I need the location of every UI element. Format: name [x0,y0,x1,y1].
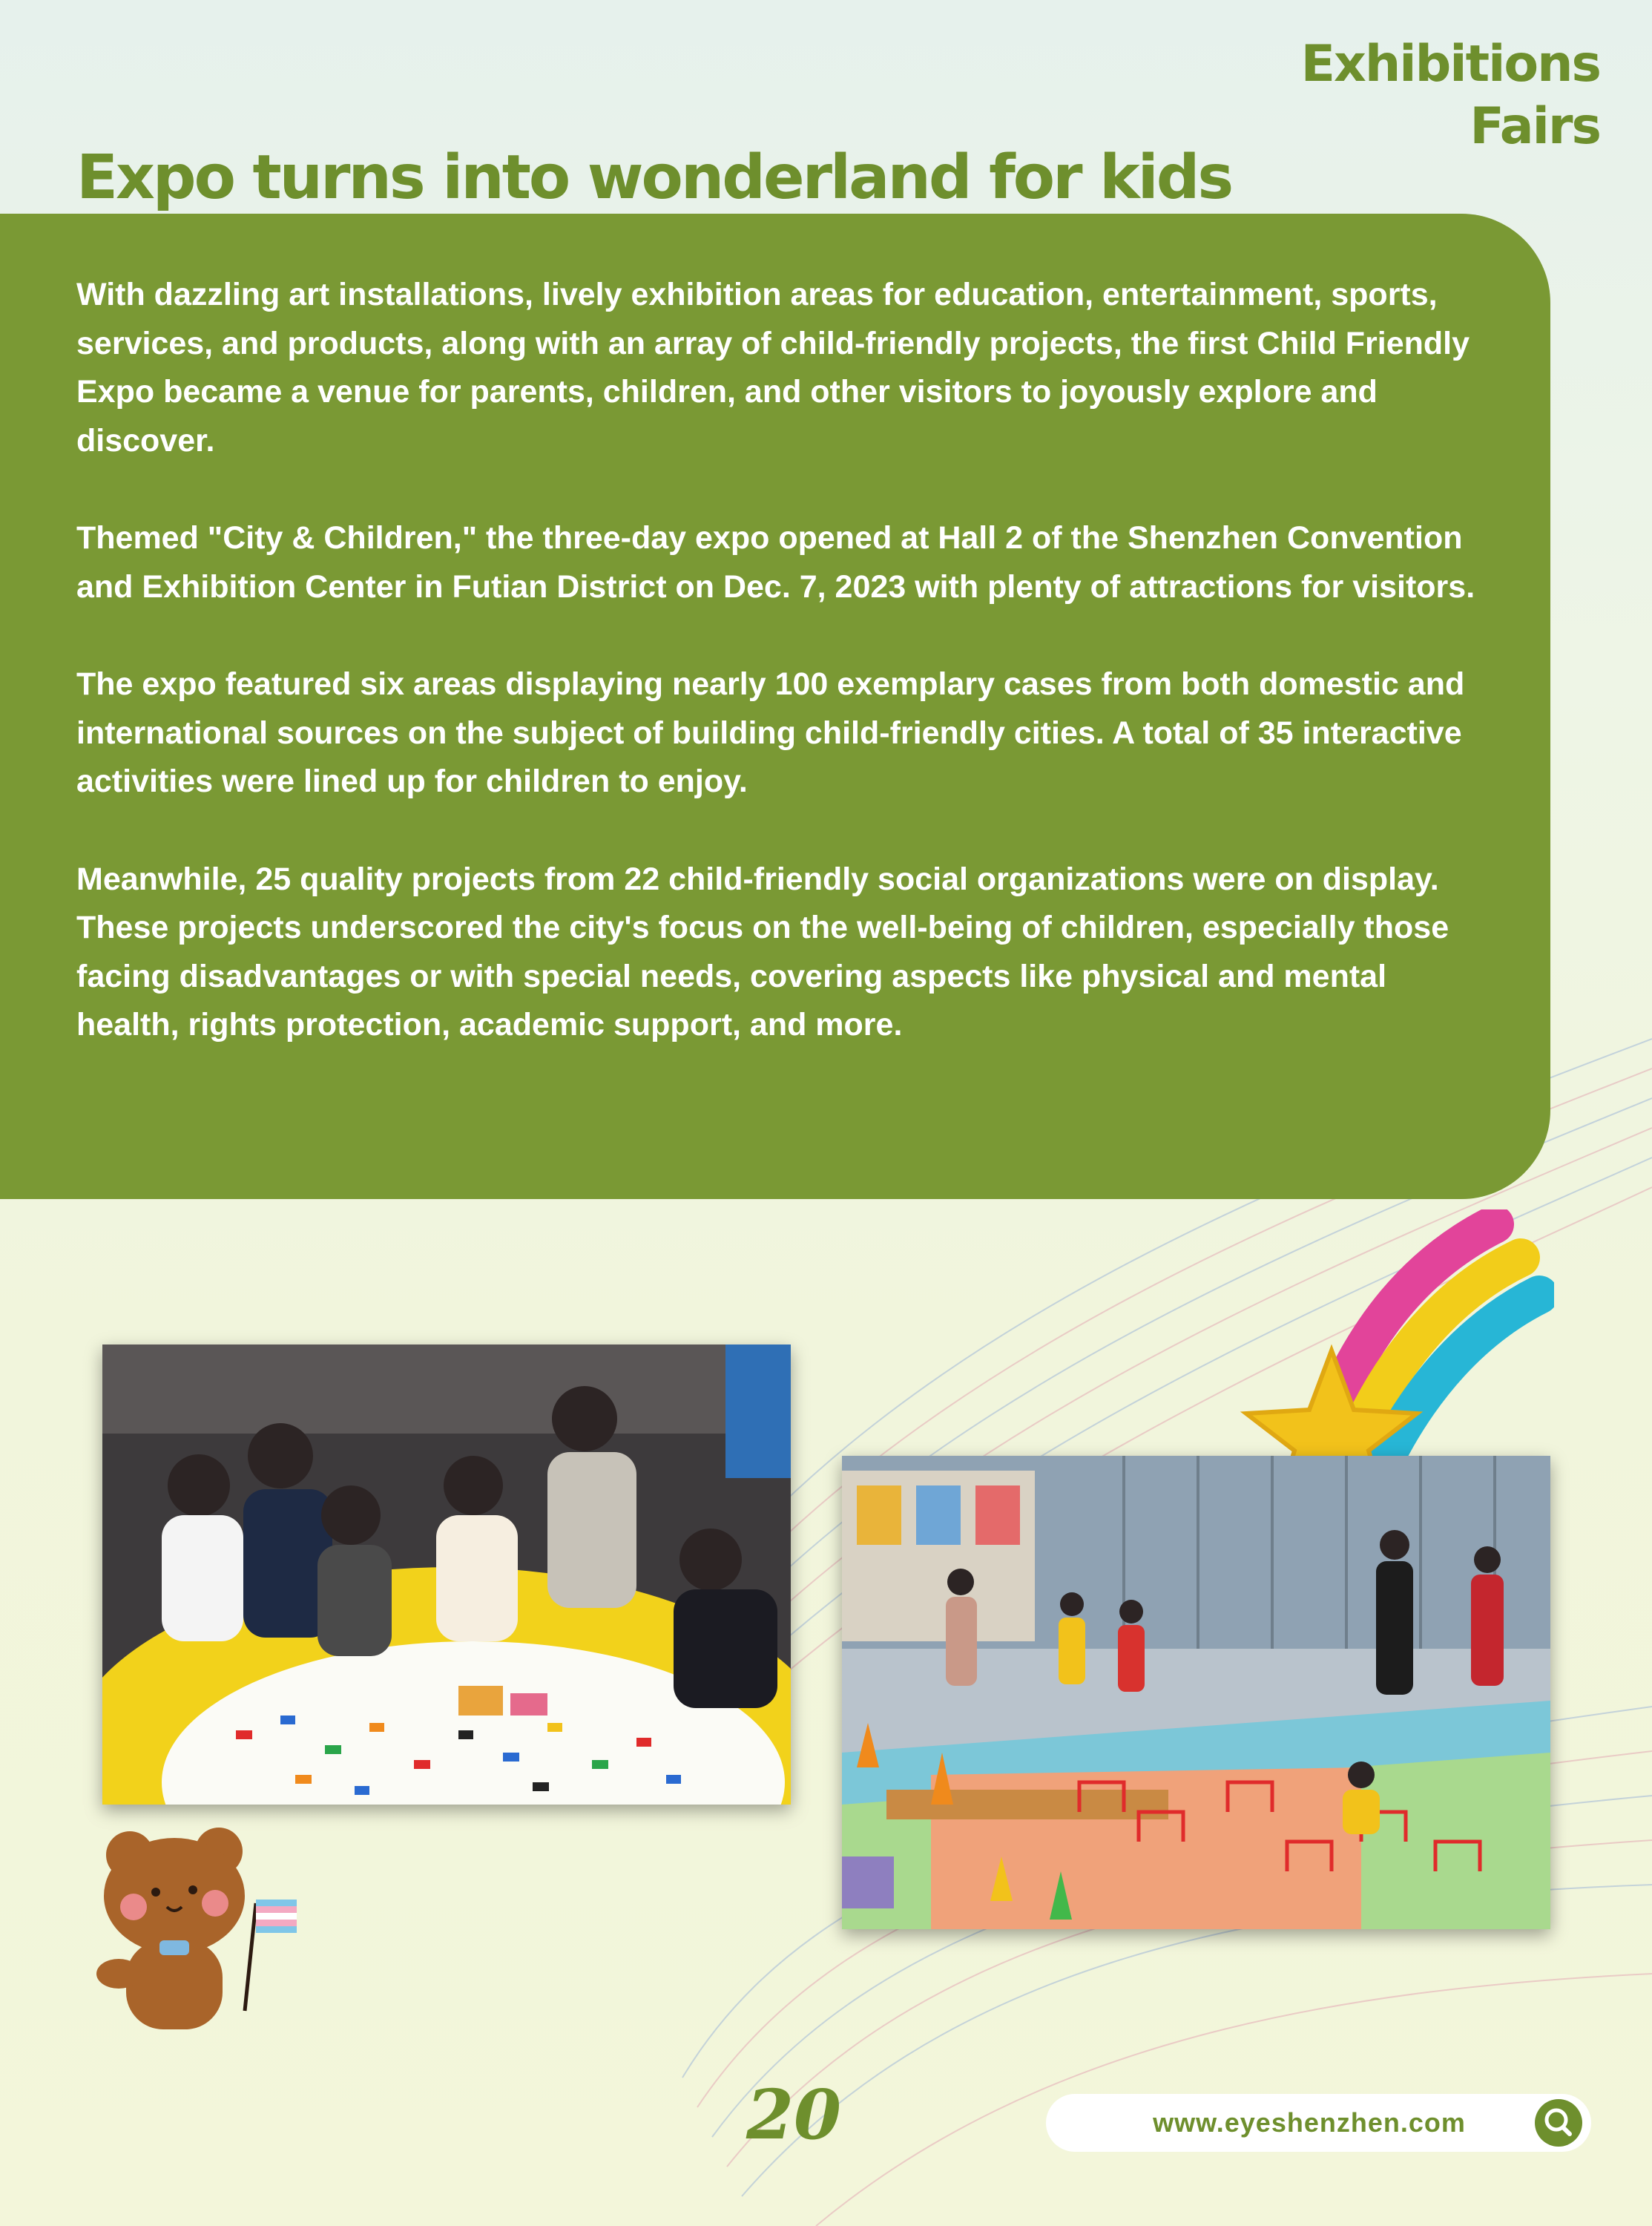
article-paragraph-2: Themed "City & Children," the three-day expo opened at Hall 2 of the Shenzhen Convention and Exhibition Center in Futian District on Dec. 7, 2023 with plenty of attractions for visitors. [76,520,1475,605]
article-paragraph-4: Meanwhile, 25 quality projects from 22 child-friendly social organizations were on display. These projects underscored the city's focus on the well-being of children, especially those facing disadvantages or with special needs, covering aspects like physical and mental health, rights protection, academic support, and more. [76,861,1449,1043]
section-tag-line1: Exhibitions [1300,35,1600,93]
article-paragraph-3: The expo featured six areas displaying nearly 100 exemplary cases from both domestic and international sources on the subject of building child-friendly cities. A total of 35 interactive activities were lined up for children to enjoy. [76,666,1465,799]
photo-children-building-blocks [102,1345,791,1805]
section-tag [1301,33,1600,158]
section-tag-line2: Fairs [1470,97,1600,156]
website-url[interactable]: www.eyeshenzhen.com [1153,2107,1466,2138]
article-panel [0,214,1550,1199]
website-pill[interactable] [1046,2094,1591,2152]
article-paragraph-1: With dazzling art installations, lively exhibition areas for education, entertainment, sports, services, and products, along with an array of child-friendly projects, the first Child Friendly Expo became a venue for parents, children, and other visitors to joyously explore and discover. [76,277,1470,459]
photo-children-obstacle-course [842,1456,1550,1929]
teddy-bear-illustration [89,1822,312,2044]
page-number: 20 [746,2075,842,2155]
search-icon[interactable] [1535,2099,1582,2147]
article-title: Expo turns into wonderland for kids [76,142,1232,213]
